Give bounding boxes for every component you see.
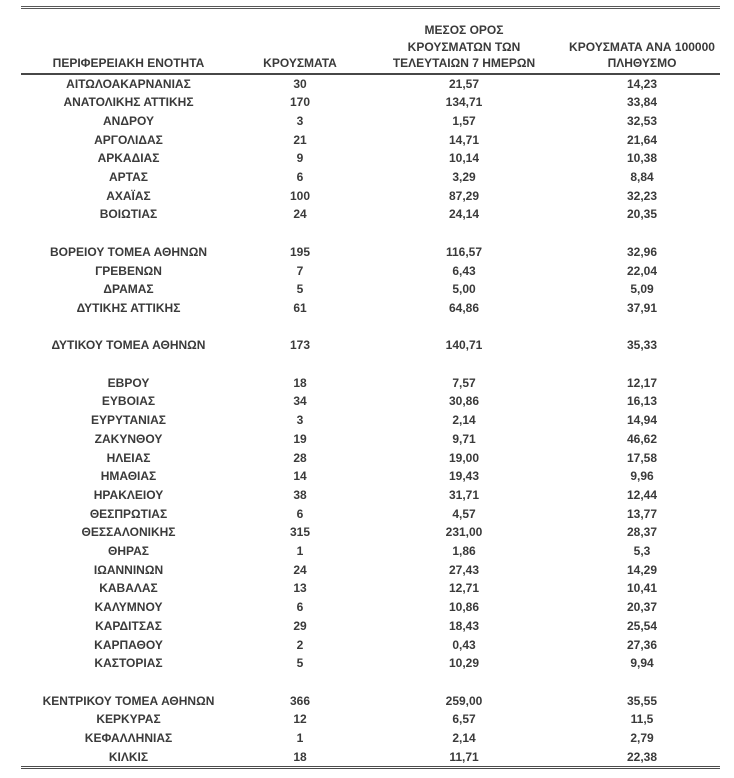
cell-avg7: 64,86 — [448, 300, 480, 315]
spacer-cell — [21, 355, 720, 374]
cell-region: ΔΥΤΙΚΟΥ ΤΟΜΕΑ ΑΘΗΝΩΝ — [51, 338, 206, 353]
table-row — [21, 243, 720, 262]
cell-per100k: 14,94 — [626, 413, 658, 428]
spacer-cell — [21, 673, 720, 692]
cell-per100k: 17,58 — [626, 450, 658, 465]
table-row — [21, 467, 720, 486]
cell-per100k: 35,55 — [626, 693, 658, 708]
cell-avg7: 18,43 — [448, 618, 480, 633]
cell-avg7: 12,71 — [448, 581, 480, 596]
cell-per100k: 33,84 — [626, 95, 658, 110]
cell-region: ΑΙΤΩΛΟΑΚΑΡΝΑΝΙΑΣ — [66, 76, 191, 91]
cell-avg7: 27,43 — [448, 562, 480, 577]
cell-cases: 195 — [289, 244, 311, 259]
cell-per100k: 10,41 — [626, 581, 658, 596]
table-row — [21, 617, 720, 636]
column-header-avg7-line1: ΜΕΣΟΣ ΟΡΟΣ — [424, 23, 504, 37]
cell-per100k: 32,96 — [626, 244, 658, 259]
group-spacer-row — [21, 355, 720, 374]
table-row — [21, 93, 720, 112]
cell-cases: 13 — [293, 581, 307, 596]
cell-per100k: 9,94 — [630, 656, 654, 671]
cell-per100k: 5,3 — [633, 544, 651, 559]
cell-avg7: 1,86 — [452, 544, 476, 559]
table-row — [21, 579, 720, 598]
cell-region: ΖΑΚΥΝΘΟΥ — [94, 431, 163, 446]
column-header-region-label: ΠΕΡΙΦΕΡΕΙΑΚΗ ΕΝΟΤΗΤΑ — [52, 56, 205, 70]
cell-cases: 7 — [296, 263, 304, 278]
table-row — [21, 411, 720, 430]
cell-cases: 18 — [293, 749, 307, 764]
table-row — [21, 505, 720, 524]
cell-avg7: 259,00 — [445, 693, 483, 708]
cell-region: ΗΜΑΘΙΑΣ — [100, 469, 157, 484]
table-row — [21, 280, 720, 299]
table-row — [21, 336, 720, 355]
cell-avg7: 24,14 — [448, 207, 480, 222]
cell-cases: 2 — [296, 637, 304, 652]
cell-region: ΚΑΒΑΛΑΣ — [99, 581, 158, 596]
cell-avg7: 10,14 — [448, 151, 480, 166]
cell-avg7: 7,57 — [452, 375, 476, 390]
cell-avg7: 116,57 — [445, 244, 483, 259]
table-row — [21, 449, 720, 468]
cell-per100k: 12,44 — [626, 487, 658, 502]
cell-region: ΚΑΡΠΑΘΟΥ — [94, 637, 163, 652]
cell-region: ΗΛΕΙΑΣ — [106, 450, 151, 465]
cell-avg7: 11,71 — [449, 749, 479, 764]
cell-avg7: 1,57 — [452, 113, 476, 128]
cell-per100k: 20,35 — [626, 207, 658, 222]
cell-region: ΕΥΡΥΤΑΝΙΑΣ — [91, 413, 166, 428]
cell-per100k: 25,54 — [626, 618, 658, 633]
cell-cases: 6 — [296, 170, 304, 185]
cell-per100k: 14,23 — [626, 76, 658, 91]
cell-avg7: 2,14 — [452, 731, 476, 746]
column-header-per100k-line1: ΚΡΟΥΣΜΑΤΑ ΑΝΑ 100000 — [569, 39, 715, 54]
spacer-cell — [21, 224, 720, 243]
cell-avg7: 31,71 — [448, 487, 480, 502]
cell-cases: 21 — [293, 132, 307, 147]
table-row — [21, 523, 720, 542]
column-header-per100k — [564, 8, 720, 74]
cell-region: ΒΟΡΕΙΟΥ ΤΟΜΕΑ ΑΘΗΝΩΝ — [50, 244, 207, 259]
column-header-avg7-line2: ΚΡΟΥΣΜΑΤΩΝ ΤΩΝ — [407, 39, 521, 54]
cell-region: ΚΕΡΚΥΡΑΣ — [96, 712, 161, 727]
cell-per100k: 27,36 — [626, 637, 658, 652]
cell-region: ΒΟΙΩΤΙΑΣ — [99, 207, 158, 222]
cell-region: ΘΕΣΠΡΩΤΙΑΣ — [89, 506, 168, 521]
table-row — [21, 187, 720, 206]
cell-region: ΚΙΛΚΙΣ — [108, 749, 149, 764]
cell-region: ΔΡΑΜΑΣ — [103, 282, 154, 297]
cell-cases: 315 — [289, 525, 311, 540]
cell-avg7: 21,57 — [448, 76, 480, 91]
cell-region: ΗΡΑΚΛΕΙΟΥ — [93, 487, 164, 502]
cell-avg7: 14,71 — [448, 132, 480, 147]
cell-avg7: 19,43 — [448, 469, 480, 484]
cell-per100k: 21,64 — [626, 132, 658, 147]
cell-cases: 61 — [293, 300, 307, 315]
cell-avg7: 134,71 — [445, 95, 483, 110]
cell-per100k: 32,23 — [626, 188, 658, 203]
cell-per100k: 22,04 — [626, 263, 658, 278]
cell-region: ΙΩΑΝΝΙΝΩΝ — [93, 562, 164, 577]
table-row — [21, 542, 720, 561]
cell-region: ΕΒΡΟΥ — [107, 375, 150, 390]
cell-cases: 19 — [293, 431, 307, 446]
table-row — [21, 205, 720, 224]
cell-region: ΚΕΝΤΡΙΚΟΥ ΤΟΜΕΑ ΑΘΗΝΩΝ — [42, 693, 215, 708]
group-spacer-row — [21, 224, 720, 243]
column-header-avg7-line3: ΤΕΛΕΥΤΑΙΩΝ 7 ΗΜΕΡΩΝ — [392, 56, 536, 70]
spacer-cell — [21, 318, 720, 337]
cell-per100k: 32,53 — [626, 113, 658, 128]
cell-per100k: 14,29 — [626, 562, 658, 577]
cell-per100k: 37,91 — [626, 300, 658, 315]
cell-avg7: 87,29 — [448, 188, 480, 203]
cell-cases: 100 — [289, 188, 311, 203]
cell-per100k: 5,09 — [630, 282, 654, 297]
cell-per100k: 9,96 — [630, 469, 654, 484]
cell-cases: 3 — [296, 413, 304, 428]
regional-cases-table — [21, 6, 720, 769]
column-header-cases — [236, 8, 364, 74]
cell-avg7: 231,00 — [445, 525, 483, 540]
cell-cases: 12 — [293, 712, 307, 727]
cell-region: ΔΥΤΙΚΗΣ ΑΤΤΙΚΗΣ — [76, 300, 181, 315]
cell-per100k: 35,33 — [626, 338, 658, 353]
cell-cases: 1 — [296, 731, 304, 746]
cell-avg7: 2,14 — [452, 413, 476, 428]
cell-cases: 34 — [293, 394, 307, 409]
cell-avg7: 30,86 — [448, 394, 480, 409]
cell-region: ΑΧΑΪΑΣ — [106, 188, 151, 203]
cell-avg7: 10,86 — [448, 600, 480, 615]
cell-avg7: 6,57 — [452, 712, 476, 727]
header-row — [21, 8, 720, 74]
cell-cases: 5 — [296, 656, 304, 671]
table-row — [21, 374, 720, 393]
table-row — [21, 112, 720, 131]
table-row — [21, 729, 720, 748]
column-header-region — [21, 8, 236, 74]
cell-avg7: 0,43 — [452, 637, 476, 652]
cell-cases: 173 — [289, 338, 311, 353]
cell-cases: 24 — [293, 207, 307, 222]
table-row — [21, 74, 720, 94]
cell-per100k: 16,13 — [626, 394, 658, 409]
table-row — [21, 692, 720, 711]
table-row — [21, 636, 720, 655]
column-header-cases-label: ΚΡΟΥΣΜΑΤΑ — [263, 56, 337, 70]
cell-cases: 29 — [293, 618, 307, 633]
cell-region: ΚΑΡΔΙΤΣΑΣ — [95, 618, 162, 633]
cell-cases: 18 — [293, 375, 307, 390]
table-body — [21, 74, 720, 768]
cell-per100k: 22,38 — [626, 749, 658, 764]
cell-region: ΑΝΔΡΟΥ — [103, 113, 154, 128]
table-row — [21, 430, 720, 449]
table-row — [21, 748, 720, 768]
cell-per100k: 2,79 — [630, 731, 654, 746]
cell-per100k: 20,37 — [626, 600, 658, 615]
cell-region: ΘΕΣΣΑΛΟΝΙΚΗΣ — [81, 525, 176, 540]
cell-region: ΘΗΡΑΣ — [108, 544, 149, 559]
cell-cases: 9 — [296, 151, 304, 166]
cell-avg7: 19,00 — [448, 450, 480, 465]
table-row — [21, 392, 720, 411]
table-row — [21, 149, 720, 168]
cell-region: ΕΥΒΟΙΑΣ — [101, 394, 156, 409]
cell-per100k: 13,77 — [626, 506, 658, 521]
cell-per100k: 28,37 — [626, 525, 658, 540]
table-header — [21, 8, 720, 74]
cell-region: ΚΑΛΥΜΝΟΥ — [94, 600, 163, 615]
table-row — [21, 561, 720, 580]
cell-region: ΑΡΚΑΔΙΑΣ — [97, 151, 160, 166]
cell-cases: 3 — [296, 113, 304, 128]
cell-cases: 30 — [293, 76, 307, 91]
table-row — [21, 299, 720, 318]
group-spacer-row — [21, 673, 720, 692]
cell-region: ΑΝΑΤΟΛΙΚΗΣ ΑΤΤΙΚΗΣ — [63, 95, 194, 110]
cell-per100k: 8,84 — [630, 170, 654, 185]
cell-region: ΑΡΤΑΣ — [109, 170, 148, 185]
cell-region: ΓΡΕΒΕΝΩΝ — [95, 263, 162, 278]
table-row — [21, 654, 720, 673]
cell-cases: 366 — [289, 693, 311, 708]
cell-avg7: 9,71 — [452, 431, 476, 446]
table-row — [21, 262, 720, 281]
table-row — [21, 168, 720, 187]
cell-region: ΚΕΦΑΛΛΗΝΙΑΣ — [84, 731, 173, 746]
cell-cases: 38 — [293, 487, 307, 502]
cell-avg7: 140,71 — [445, 338, 483, 353]
cell-avg7: 10,29 — [448, 656, 480, 671]
cell-cases: 24 — [293, 562, 307, 577]
cell-per100k: 46,62 — [626, 431, 658, 446]
cell-per100k: 12,17 — [626, 375, 658, 390]
cell-per100k: 11,5 — [630, 712, 654, 727]
cell-region: ΚΑΣΤΟΡΙΑΣ — [94, 656, 163, 671]
cell-cases: 6 — [296, 506, 304, 521]
table-row — [21, 710, 720, 729]
column-header-avg7 — [364, 8, 564, 74]
table-row — [21, 598, 720, 617]
cell-per100k: 10,38 — [626, 151, 658, 166]
table-row — [21, 486, 720, 505]
cell-cases: 170 — [289, 95, 311, 110]
cell-cases: 1 — [296, 544, 304, 559]
cell-avg7: 5,00 — [452, 282, 476, 297]
cell-region: ΑΡΓΟΛΙΔΑΣ — [94, 132, 163, 147]
cell-cases: 28 — [293, 450, 307, 465]
cell-cases: 6 — [296, 600, 304, 615]
cell-avg7: 4,57 — [452, 506, 476, 521]
table-row — [21, 131, 720, 150]
cell-cases: 14 — [293, 469, 307, 484]
cell-avg7: 6,43 — [452, 263, 476, 278]
group-spacer-row — [21, 318, 720, 337]
column-header-per100k-line2: ΠΛΗΘΥΣΜΟ — [607, 56, 677, 70]
cell-avg7: 3,29 — [452, 170, 476, 185]
cell-cases: 5 — [296, 282, 304, 297]
